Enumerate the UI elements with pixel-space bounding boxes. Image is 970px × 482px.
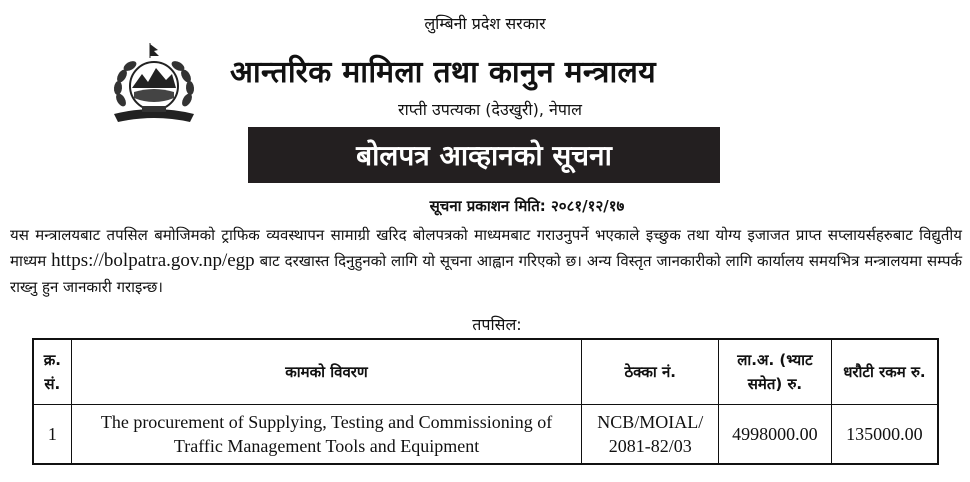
ministry-name: आन्तरिक मामिला तथा कानुन मन्त्रालय — [230, 55, 656, 90]
government-name: लुम्बिनी प्रदेश सरकार — [424, 14, 546, 33]
header-description: कामको विवरण — [71, 339, 582, 405]
header-cost-estimate: ला.अ. (भ्याट समेत) रु. — [719, 339, 832, 405]
egp-link[interactable]: https://bolpatra.gov.np/egp — [51, 250, 255, 271]
header-sn: क्र. सं. — [33, 339, 71, 405]
cell-sn: 1 — [33, 405, 71, 465]
ministry-address: राप्ती उपत्यका (देउखुरी), नेपाल — [398, 100, 582, 119]
header-bid-security: धरौटी रकम रु. — [831, 339, 938, 405]
bid-details-table — [32, 338, 939, 465]
details-heading: तपसिल: — [472, 315, 522, 334]
header-contract-no: ठेक्का नं. — [582, 339, 719, 405]
cell-description: The procurement of Supplying, Testing and Commissioning of Traffic Management Tools and Equipment — [71, 405, 582, 465]
cell-contract-no: NCB/MOIAL/ 2081-82/03 — [582, 405, 719, 465]
notice-title-banner — [248, 127, 720, 183]
table-header-row — [33, 339, 938, 405]
notice-title: बोलपत्र आव्हानको सूचना — [356, 139, 612, 172]
notice-paragraph — [10, 222, 962, 300]
table-row — [33, 405, 938, 465]
cell-cost-estimate: 4998000.00 — [719, 405, 832, 465]
publication-date: सूचना प्रकाशन मिति: २०८१/१२/१७ — [429, 197, 625, 215]
cell-bid-security: 135000.00 — [831, 405, 938, 465]
notice-paragraph-part-2: बाट दरखास्त दिनुहुनको लागि यो सूचना आह्वान गरिएको छ। अन्य विस्तृत जानकारीको लागि कार्यालय समयभित्र मन्त्रालयमा सम्पर्क राख्नु हुन जानकारी गराइन्छ। — [10, 252, 962, 296]
notice-paragraph-part-1: यस मन्त्रालयबाट तपसिल बमोजिमको ट्राफिक व्यवस्थापन सामाग्री खरिद बोलपत्रको माध्यमबाट गराउनुपर्ने भएकाले इच्छुक तथा योग्य इजाजत प्राप्त सप्लायर्सहरुबाट विद्युतीय माध्यम — [10, 226, 962, 270]
